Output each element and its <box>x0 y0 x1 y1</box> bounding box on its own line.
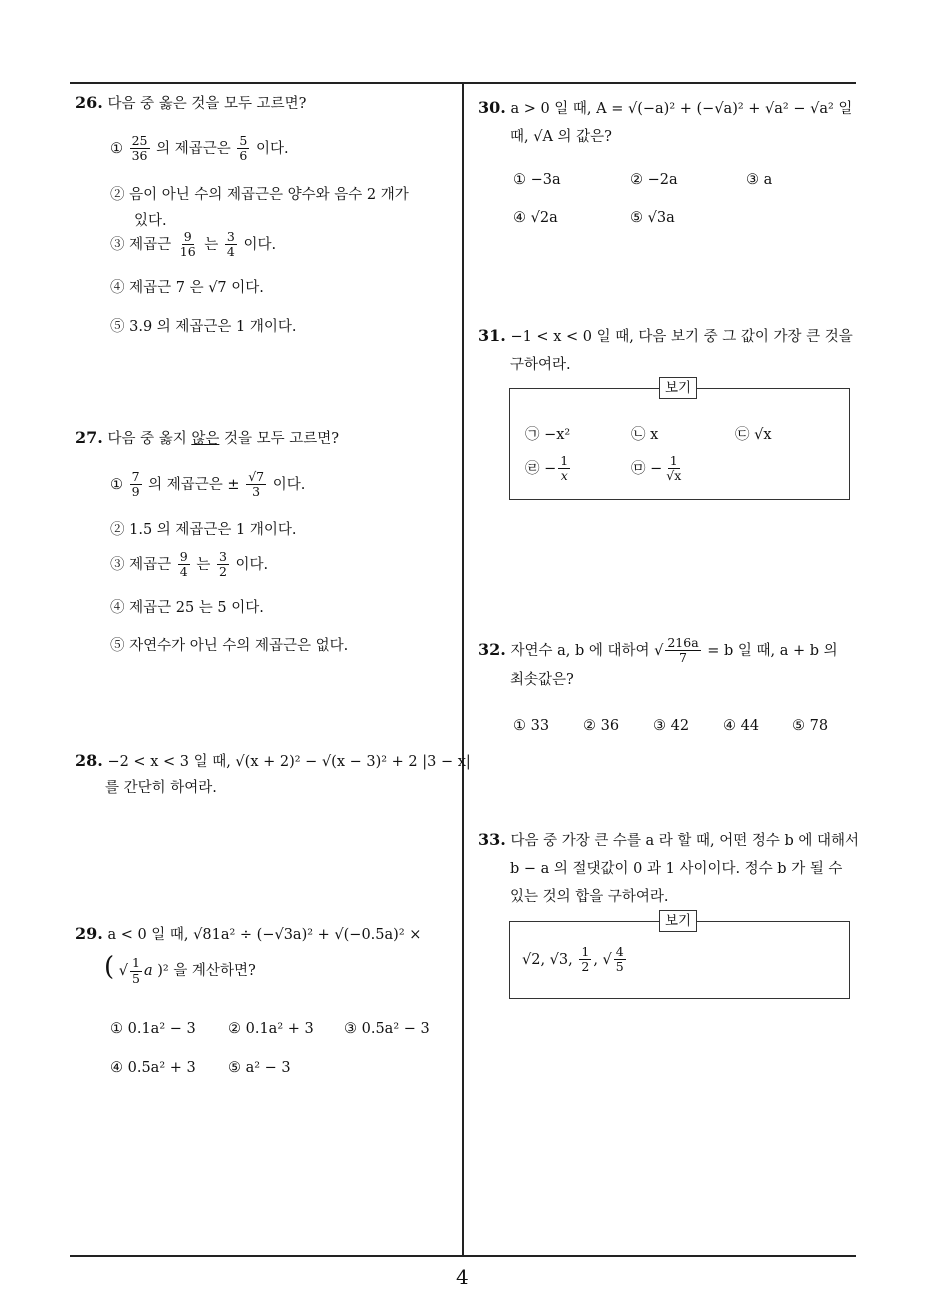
fraction: $\frac{5}{6}$ <box>239 133 248 164</box>
q30-option-3[interactable]: ③ a <box>746 172 773 188</box>
option-text: 의 제곱근은 ± <box>148 476 240 493</box>
q27-option-4[interactable] <box>110 596 264 617</box>
q29-option-2[interactable]: ② 0.1a² + 3 <box>228 1021 314 1037</box>
q32-stem-line2 <box>510 668 574 689</box>
q26-option-4[interactable] <box>110 276 264 297</box>
q30-option-2[interactable]: ② −2a <box>630 172 678 188</box>
q27-option-2[interactable] <box>110 518 297 539</box>
q30-text: a > 0 일 때, A = √(−a)² + (−√a)² + √a² − √a² 일 <box>510 101 853 117</box>
option-text: 3.9 의 제곱근은 1 개이다. <box>129 319 297 335</box>
fraction: $\frac{9}{16}$ <box>179 229 196 260</box>
q27-text: 것을 모두 고르면? <box>223 431 339 447</box>
q31-stem <box>478 322 853 379</box>
fraction: $\frac{4}{5}$ <box>615 944 624 975</box>
bottom-rule <box>70 1255 856 1257</box>
q32-number: 32. <box>478 639 506 659</box>
q32-option-2[interactable]: ② 36 <box>583 718 620 734</box>
q32-text: 자연수 a, b 에 대하여 <box>510 642 650 659</box>
q29-stem <box>75 923 421 944</box>
q27-option-1[interactable] <box>110 470 305 500</box>
q31-choice-a: ㉠ −x² <box>525 427 571 443</box>
option-text: 있다. <box>134 213 167 229</box>
q31-choice-d: ㉣ − $\frac{1}{x}$ <box>525 453 569 484</box>
q31-number: 31. <box>478 326 506 345</box>
option-text: 이다. <box>243 236 277 253</box>
q29-text: a < 0 일 때, √81a² ÷ (−√3a)² + √(−0.5a)² × <box>107 927 422 943</box>
option-text: 제곱근 <box>129 236 172 253</box>
q30-option-4[interactable]: ④ √2a <box>513 210 558 226</box>
page-number: 4 <box>456 1265 469 1289</box>
q30-option-1[interactable]: ① −3a <box>513 172 561 188</box>
option-text: 이다. <box>272 476 306 493</box>
option-text: 이다. <box>255 140 289 157</box>
option-text: 음이 아닌 수의 제곱근은 양수와 음수 2 개가 <box>129 187 409 203</box>
q28-number: 28. <box>75 751 103 770</box>
q28-text: −2 < x < 3 일 때, √(x + 2)² − √(x − 3)² + 2 |3 − x| <box>107 754 471 770</box>
q31-choice-e: ㉤ − $\frac{1}{√x}$ <box>631 453 682 484</box>
q26-option-5[interactable] <box>110 315 297 336</box>
q29-option-4[interactable]: ④ 0.5a² + 3 <box>110 1060 196 1076</box>
option-mark: ② <box>110 187 125 203</box>
fraction: $\frac{3}{2}$ <box>218 549 227 580</box>
q27-option-3[interactable] <box>110 550 268 580</box>
q32-option-5[interactable]: ⑤ 78 <box>792 718 829 734</box>
fraction: $\frac{1}{x}$ <box>560 453 569 484</box>
q29-option-1[interactable]: ① 0.1a² − 3 <box>110 1021 196 1037</box>
q28-stem <box>75 748 471 801</box>
fraction: $\frac{1}{2}$ <box>581 944 590 975</box>
q32-option-4[interactable]: ④ 44 <box>723 718 760 734</box>
option-text: 제곱근 7 은 √7 이다. <box>129 280 264 296</box>
q30-stem <box>478 94 852 151</box>
fraction: $\frac{1}{√x}$ <box>666 453 682 484</box>
option-text: 는 <box>204 236 219 253</box>
q27-underlined: 않은 <box>191 431 220 447</box>
q32-option-1[interactable]: ① 33 <box>513 718 550 734</box>
option-mark: ④ <box>110 280 125 296</box>
q33-box-label: 보기 <box>659 910 697 932</box>
q30-option-5[interactable]: ⑤ √3a <box>630 210 675 226</box>
q29-number: 29. <box>75 924 103 943</box>
fraction: $\frac{9}{4}$ <box>179 549 188 580</box>
option-text: 제곱근 25 는 5 이다. <box>129 600 264 616</box>
q28-text: 를 간단히 하여라. <box>105 780 217 796</box>
q32-option-3[interactable]: ③ 42 <box>653 718 690 734</box>
option-mark: ③ <box>110 236 125 253</box>
q31-choice-c: ㉢ √x <box>735 427 772 443</box>
option-mark: ② <box>110 522 125 538</box>
q26-option-2[interactable] <box>110 182 409 234</box>
q31-choice-b: ㉡ x <box>631 427 659 443</box>
option-text: 제곱근 <box>129 556 172 573</box>
option-text: 의 제곱근은 <box>156 140 231 157</box>
q26-option-1[interactable] <box>110 134 289 164</box>
q26-stem <box>75 92 306 113</box>
variable: a <box>143 963 153 979</box>
option-mark: ④ <box>110 600 125 616</box>
q33-box-content: √2, √3, $\frac{1}{2}$ , √ $\frac{4}{5}$ <box>522 944 624 975</box>
fraction: $\frac{7}{9}$ <box>131 469 140 500</box>
option-mark: ⑤ <box>110 638 125 654</box>
option-mark: ① <box>110 476 123 493</box>
q27-text: 다음 중 옳지 <box>107 431 187 447</box>
q33-text: 다음 중 가장 큰 수를 a 라 할 때, 어떤 정수 b 에 대해서 <box>510 833 860 849</box>
q33-text: b − a 의 절댓값이 0 과 1 사이이다. 정수 b 가 될 수 <box>510 861 843 877</box>
option-text: 1.5 의 제곱근은 1 개이다. <box>129 522 297 538</box>
q29-option-5[interactable]: ⑤ a² − 3 <box>228 1060 291 1076</box>
q31-text: 구하여라. <box>510 357 571 373</box>
q27-stem <box>75 427 339 448</box>
option-text: 자연수가 아닌 수의 제곱근은 없다. <box>129 638 349 654</box>
option-mark: ③ <box>110 556 125 573</box>
option-mark: ⑤ <box>110 319 125 335</box>
option-mark: ① <box>110 140 123 157</box>
fraction: $\frac{1}{5}$ <box>132 955 140 986</box>
fraction: $\frac{216a}{7}$ <box>667 635 699 666</box>
q31-text: −1 < x < 0 일 때, 다음 보기 중 그 값이 가장 큰 것을 <box>510 329 853 345</box>
q33-number: 33. <box>478 830 506 849</box>
q27-number: 27. <box>75 428 103 447</box>
column-divider <box>462 83 464 1256</box>
fraction: $\frac{3}{4}$ <box>226 229 235 260</box>
q26-option-3[interactable] <box>110 230 276 260</box>
q30-text: 때, √A 의 값은? <box>510 129 612 145</box>
q31-box-label: 보기 <box>659 377 697 399</box>
q32-stem: 32. 자연수 a, b 에 대하여 √ $\frac{216a}{7}$ = b 일 때, a + b 의 <box>478 635 838 666</box>
q26-text: 다음 중 옳은 것을 모두 고르면? <box>107 96 307 112</box>
q30-number: 30. <box>478 98 506 117</box>
q32-text: = b 일 때, a + b 의 <box>707 642 838 659</box>
option-text: 는 <box>196 556 211 573</box>
q29-text: )² 을 계산하면? <box>157 963 256 979</box>
fraction: $\frac{25}{36}$ <box>131 133 148 164</box>
q29-stem-line2: ( √ $\frac{1}{5}$ a )² 을 계산하면? <box>104 952 256 986</box>
q26-number: 26. <box>75 93 103 112</box>
q33-text: 있는 것의 합을 구하여라. <box>510 889 669 905</box>
q27-option-5[interactable] <box>110 634 348 655</box>
paren: ( <box>104 952 115 982</box>
option-text: 이다. <box>235 556 269 573</box>
fraction: $\frac{√7}{3}$ <box>248 469 265 500</box>
q32-text: 최솟값은? <box>510 672 574 688</box>
q33-stem <box>478 826 859 911</box>
q29-option-3[interactable]: ③ 0.5a² − 3 <box>344 1021 430 1037</box>
